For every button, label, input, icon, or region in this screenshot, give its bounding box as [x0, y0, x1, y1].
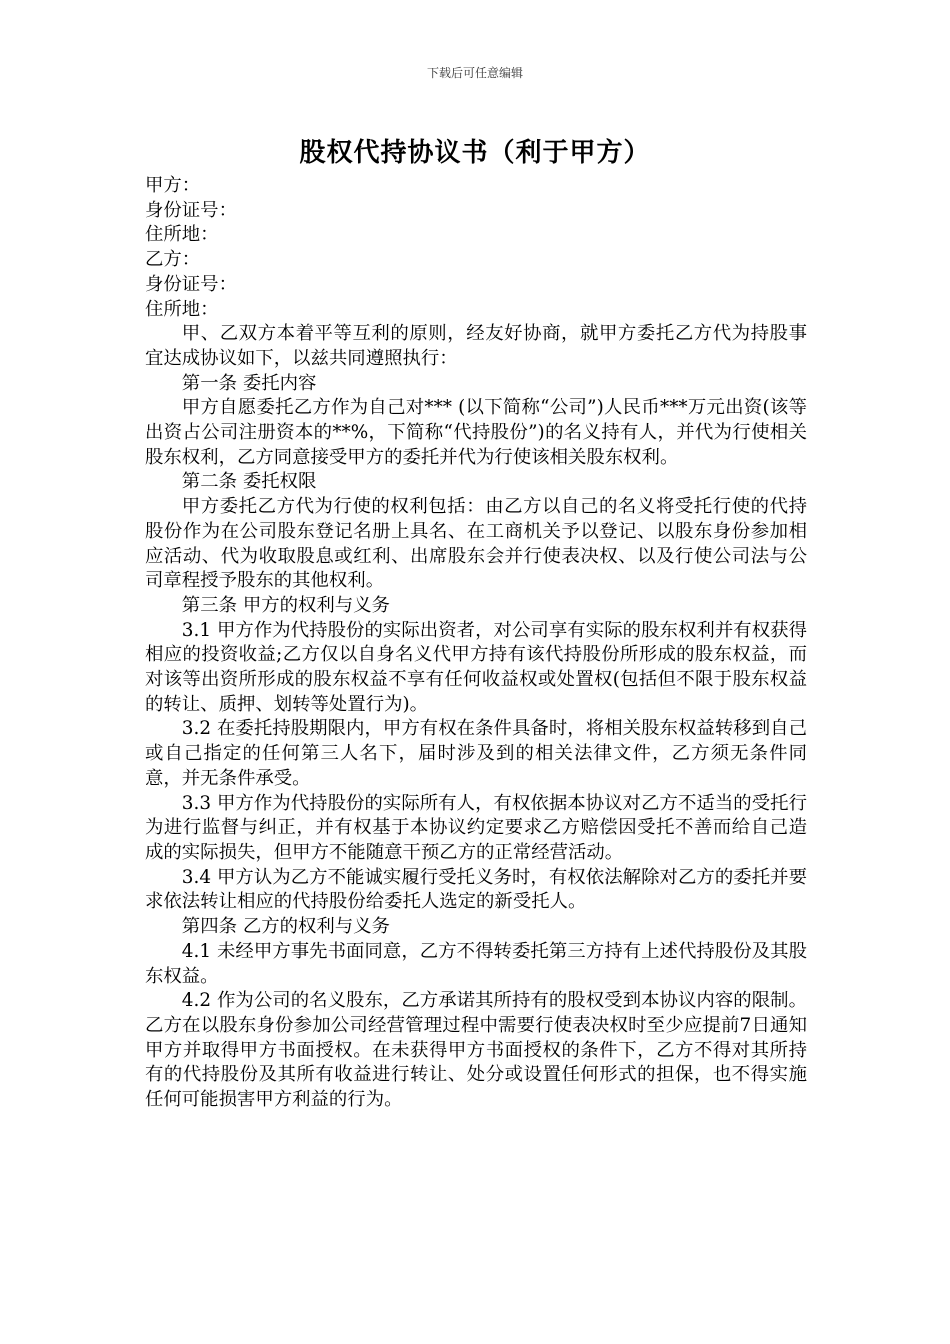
article-4-heading: 第四条 乙方的权利与义务: [181, 916, 390, 938]
article-3-heading: 第三条 甲方的权利与义务: [181, 594, 390, 616]
preamble-paragraph: 甲、乙双方本着平等互利的原则，经友好协商，就甲方委托乙方代为持股事宜达成协议如下，以兹共同遵照执行：: [145, 323, 807, 369]
document-body: [145, 174, 807, 1113]
party-b-id-label: 身份证号：: [145, 273, 237, 295]
clause-3-3: 3.3 甲方作为代持股份的实际所有人，有权依据本协议对乙方不适当的受托行为进行监督与纠正，并有权基于本协议约定要求乙方赔偿因受托不善而给自己造成的实际损失，但甲方不能随意干预乙方的正常经营活动。: [145, 792, 807, 863]
party-a-label: 甲方：: [145, 175, 201, 196]
document-title: 股权代持协议书（利于甲方）: [299, 138, 651, 168]
article-2-heading: 第二条 委托权限: [181, 471, 317, 493]
party-b-label: 乙方：: [145, 249, 201, 271]
party-a-id-label: 身份证号：: [145, 199, 237, 221]
clause-3-1: 3.1 甲方作为代持股份的实际出资者，对公司享有实际的股东权利并有权获得相应的投资收益;乙方仅以自身名义代甲方持有该代持股份所形成的股东权益，而对该等出资所形成的股东权益不享有任何收益权或处置权(包括但不限于股东权益的转让、质押、划转等处置行为)。: [145, 619, 807, 715]
article-1-paragraph: 甲方自愿委托乙方作为自己对*** (以下简称“公司”)人民币***万元出资(该等出资占公司注册资本的**%，下简称“代持股份”)的名义持有人，并代为行使相关股东权利，乙方同意接受甲方的委托并代为行使该相关股东权利。: [145, 397, 807, 468]
clause-4-1: 4.1 未经甲方事先书面同意，乙方不得转委托第三方持有上述代持股份及其股东权益。: [145, 940, 807, 987]
party-b-address-label: 住所地：: [145, 298, 219, 320]
article-1-heading: 第一条 委托内容: [181, 372, 317, 394]
article-2-paragraph: 甲方委托乙方代为行使的权利包括：由乙方以自己的名义将受托行使的代持股份作为在公司股东登记名册上具名、在工商机关予以登记、以股东身份参加相应活动、代为收取股息或红利、出席股东会并行使表决权、以及行使公司法与公司章程授予股东的其他权利。: [145, 496, 807, 592]
clause-3-4: 3.4 甲方认为乙方不能诚实履行受托义务时，有权依法解除对乙方的委托并要求依法转让相应的代持股份给委托人选定的新受托人。: [145, 866, 807, 913]
header-note: 下载后可任意编辑: [426, 66, 523, 80]
clause-4-2: 4.2 作为公司的名义股东，乙方承诺其所持有的股权受到本协议内容的限制。乙方在以股东身份参加公司经营管理过程中需要行使表决权时至少应提前7日通知甲方并取得甲方书面授权。在未获得甲方书面授权的条件下，乙方不得对其所持有的代持股份及其所有收益进行转让、处分或设置任何形式的担保，也不得实施任何可能损害甲方利益的行为。: [145, 990, 807, 1111]
party-a-address-label: 住所地：: [145, 224, 219, 246]
clause-3-2: 3.2 在委托持股期限内，甲方有权在条件具备时，将相关股东权益转移到自己或自己指定的任何第三人名下，届时涉及到的相关法律文件，乙方须无条件同意，并无条件承受。: [145, 718, 807, 789]
